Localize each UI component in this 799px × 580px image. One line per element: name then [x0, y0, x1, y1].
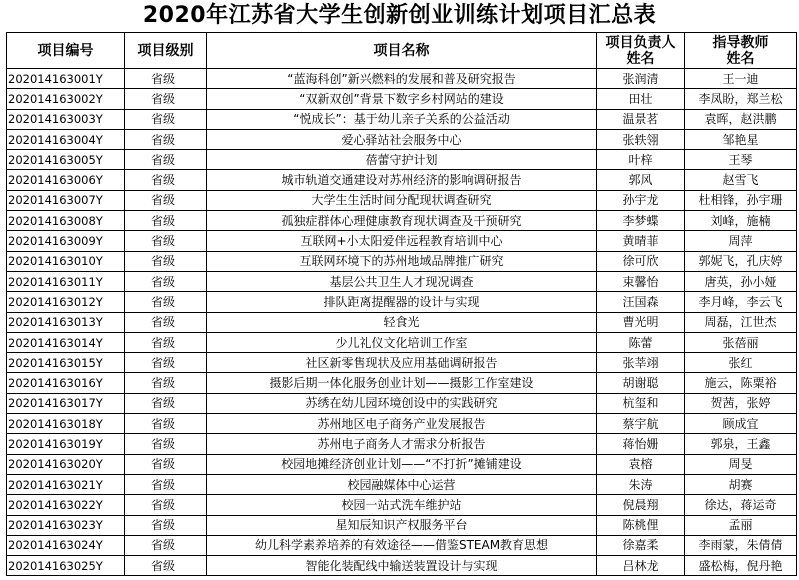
cell-project-leader: 徐嘉柔: [597, 535, 685, 555]
header-advisor-top: 指导教师: [712, 34, 769, 51]
cell-advisor: 张蓓丽: [685, 332, 797, 352]
cell-advisor: 李月峰，李云飞: [685, 292, 797, 312]
cell-project-name: 少儿礼仪文化培训工作室: [207, 332, 597, 352]
table-row: [7, 454, 797, 474]
cell-advisor: 顾成宜: [685, 414, 797, 434]
table-row: [7, 190, 797, 210]
cell-advisor: 张红: [685, 353, 797, 373]
table-row: [7, 231, 797, 251]
table-row: [7, 251, 797, 271]
cell-project-name: 苏绣在幼儿园环境创设中的实践研究: [207, 393, 597, 413]
cell-advisor: 李凤盼，郑兰松: [685, 89, 797, 109]
cell-project-level: 省级: [125, 292, 207, 312]
cell-project-leader: 田壮: [597, 89, 685, 109]
cell-project-leader: 张莘翊: [597, 353, 685, 373]
cell-project-level: 省级: [125, 231, 207, 251]
table-row: [7, 292, 797, 312]
cell-project-leader: 徐可欣: [597, 251, 685, 271]
header-advisor-bottom: 姓名: [726, 50, 755, 67]
cell-project-name: “双新双创”背景下数字乡村网站的建设: [207, 89, 597, 109]
cell-project-level: 省级: [125, 312, 207, 332]
cell-project-leader: 陈蕾: [597, 332, 685, 352]
cell-project-id: 202014163009Y: [7, 231, 125, 251]
cell-project-leader: 孙宇龙: [597, 190, 685, 210]
cell-project-leader: 温景茗: [597, 109, 685, 129]
header-project-level: 项目级别: [125, 33, 207, 69]
cell-project-leader: 陈桃俚: [597, 515, 685, 535]
table-body: [7, 69, 797, 576]
cell-project-id: 202014163010Y: [7, 251, 125, 271]
cell-advisor: 周旻: [685, 454, 797, 474]
table-row: [7, 434, 797, 454]
cell-project-level: 省级: [125, 454, 207, 474]
cell-project-id: 202014163007Y: [7, 190, 125, 210]
cell-project-id: 202014163008Y: [7, 211, 125, 231]
cell-project-leader: 曹光明: [597, 312, 685, 332]
table-row: [7, 129, 797, 149]
cell-project-name: 互联网+小太阳爱伴远程教育培训中心: [207, 231, 597, 251]
cell-project-name: “蓝海科创”新兴燃料的发展和普及研究报告: [207, 69, 597, 89]
cell-project-id: 202014163002Y: [7, 89, 125, 109]
table-row: [7, 69, 797, 89]
cell-project-id: 202014163025Y: [7, 556, 125, 576]
cell-project-name: 城市轨道交通建设对苏州经济的影响调研报告: [207, 170, 597, 190]
cell-advisor: 杜相锋，孙宇珊: [685, 190, 797, 210]
header-project-name: 项目名称: [207, 33, 597, 69]
cell-project-level: 省级: [125, 211, 207, 231]
cell-project-id: 202014163013Y: [7, 312, 125, 332]
cell-advisor: 袁晖，赵洪鹏: [685, 109, 797, 129]
cell-project-level: 省级: [125, 150, 207, 170]
cell-project-leader: 汪国森: [597, 292, 685, 312]
page-title: 2020年江苏省大学生创新创业训练计划项目汇总表: [142, 3, 657, 28]
cell-advisor: 郭妮飞，孔庆婷: [685, 251, 797, 271]
cell-project-level: 省级: [125, 353, 207, 373]
cell-project-name: 基层公共卫生人才现况调查: [207, 271, 597, 291]
cell-project-level: 省级: [125, 271, 207, 291]
table-row: [7, 556, 797, 576]
table-row: [7, 109, 797, 129]
cell-project-id: 202014163023Y: [7, 515, 125, 535]
table-header-row: [7, 33, 797, 69]
cell-advisor: 胡赛: [685, 474, 797, 494]
cell-project-leader: 郭风: [597, 170, 685, 190]
cell-project-level: 省级: [125, 495, 207, 515]
cell-advisor: 周磊，江世杰: [685, 312, 797, 332]
table-row: [7, 150, 797, 170]
cell-project-id: 202014163018Y: [7, 414, 125, 434]
cell-project-level: 省级: [125, 393, 207, 413]
cell-project-name: 摄影后期一体化服务创业计划——摄影工作室建设: [207, 373, 597, 393]
cell-project-name: 智能化装配线中输送装置设计与实现: [207, 556, 597, 576]
cell-project-name: 校园一站式洗车维护站: [207, 495, 597, 515]
cell-project-leader: 朱涛: [597, 474, 685, 494]
header-leader-bottom: 姓名: [626, 50, 655, 67]
cell-project-name: 校园地摊经济创业计划——“不打折”摊铺建设: [207, 454, 597, 474]
table-row: [7, 89, 797, 109]
table-row: [7, 474, 797, 494]
cell-project-id: 202014163017Y: [7, 393, 125, 413]
cell-project-name: 大学生生活时间分配现状调查研究: [207, 190, 597, 210]
cell-project-id: 202014163024Y: [7, 535, 125, 555]
cell-project-id: 202014163021Y: [7, 474, 125, 494]
cell-project-level: 省级: [125, 434, 207, 454]
cell-project-leader: 黄晴菲: [597, 231, 685, 251]
cell-advisor: 贺茜，张婷: [685, 393, 797, 413]
cell-advisor: 赵雪飞: [685, 170, 797, 190]
cell-project-name: 互联网环境下的苏州地域品牌推广研究: [207, 251, 597, 271]
table-row: [7, 312, 797, 332]
cell-project-name: 苏州电子商务人才需求分析报告: [207, 434, 597, 454]
cell-project-level: 省级: [125, 515, 207, 535]
cell-project-level: 省级: [125, 129, 207, 149]
cell-project-name: 轻食光: [207, 312, 597, 332]
table-row: [7, 414, 797, 434]
cell-project-id: 202014163003Y: [7, 109, 125, 129]
cell-project-leader: 蔡宇航: [597, 414, 685, 434]
table-row: [7, 170, 797, 190]
cell-project-id: 202014163006Y: [7, 170, 125, 190]
cell-advisor: 王一迪: [685, 69, 797, 89]
cell-advisor: 施云，陈粟裕: [685, 373, 797, 393]
cell-project-name: 社区新零售现状及应用基础调研报告: [207, 353, 597, 373]
header-leader-top: 项目负责人: [605, 34, 676, 51]
cell-project-id: 202014163001Y: [7, 69, 125, 89]
cell-project-level: 省级: [125, 170, 207, 190]
cell-project-name: 孤独症群体心理健康教育现状调查及干预研究: [207, 211, 597, 231]
table-row: [7, 535, 797, 555]
cell-project-id: 202014163004Y: [7, 129, 125, 149]
cell-advisor: 王琴: [685, 150, 797, 170]
cell-project-name: “悦成长”：基于幼儿亲子关系的公益活动: [207, 109, 597, 129]
cell-project-level: 省级: [125, 535, 207, 555]
cell-project-leader: 倪晨翔: [597, 495, 685, 515]
table-row: [7, 515, 797, 535]
cell-project-leader: 袁榕: [597, 454, 685, 474]
cell-project-id: 202014163020Y: [7, 454, 125, 474]
cell-project-leader: 张润清: [597, 69, 685, 89]
cell-project-level: 省级: [125, 556, 207, 576]
cell-project-leader: 叶梓: [597, 150, 685, 170]
project-summary-table: [6, 32, 797, 576]
table-row: [7, 353, 797, 373]
cell-project-level: 省级: [125, 332, 207, 352]
cell-advisor: 邹艳星: [685, 129, 797, 149]
cell-project-level: 省级: [125, 251, 207, 271]
cell-advisor: 郭泉，王鑫: [685, 434, 797, 454]
cell-project-id: 202014163016Y: [7, 373, 125, 393]
cell-project-level: 省级: [125, 89, 207, 109]
cell-project-leader: 李梦蝶: [597, 211, 685, 231]
cell-project-name: 苏州地区电子商务产业发展报告: [207, 414, 597, 434]
cell-project-name: 幼儿科学素养培养的有效途径——借鉴STEAM教育思想: [207, 535, 597, 555]
cell-project-leader: 吕林龙: [597, 556, 685, 576]
cell-advisor: 孟丽: [685, 515, 797, 535]
cell-project-id: 202014163014Y: [7, 332, 125, 352]
cell-project-leader: 杭玺和: [597, 393, 685, 413]
table-row: [7, 393, 797, 413]
cell-project-id: 202014163019Y: [7, 434, 125, 454]
header-project-leader: [597, 33, 685, 69]
cell-project-leader: 蒋怡姗: [597, 434, 685, 454]
table-row: [7, 332, 797, 352]
cell-project-id: 202014163015Y: [7, 353, 125, 373]
cell-project-name: 星知辰知识产权服务平台: [207, 515, 597, 535]
cell-project-level: 省级: [125, 190, 207, 210]
cell-advisor: 周萍: [685, 231, 797, 251]
table-row: [7, 495, 797, 515]
cell-project-level: 省级: [125, 109, 207, 129]
cell-project-id: 202014163005Y: [7, 150, 125, 170]
cell-advisor: 徐达，蒋运奇: [685, 495, 797, 515]
header-advisor: [685, 33, 797, 69]
cell-project-name: 蓓蕾守护计划: [207, 150, 597, 170]
cell-project-id: 202014163012Y: [7, 292, 125, 312]
cell-advisor: 唐英，孙小娅: [685, 271, 797, 291]
cell-project-level: 省级: [125, 414, 207, 434]
table-row: [7, 271, 797, 291]
cell-project-id: 202014163022Y: [7, 495, 125, 515]
cell-advisor: 李雨蒙，朱倩倩: [685, 535, 797, 555]
cell-advisor: 刘峰，施楠: [685, 211, 797, 231]
cell-project-name: 爱心驿站社会服务中心: [207, 129, 597, 149]
cell-project-leader: 张轶翎: [597, 129, 685, 149]
cell-project-leader: 束馨怡: [597, 271, 685, 291]
header-project-id: 项目编号: [7, 33, 125, 69]
cell-project-level: 省级: [125, 69, 207, 89]
cell-project-name: 排队距离提醒器的设计与实现: [207, 292, 597, 312]
cell-project-level: 省级: [125, 474, 207, 494]
cell-project-name: 校园融媒体中心运营: [207, 474, 597, 494]
cell-advisor: 盛松梅，倪丹艳: [685, 556, 797, 576]
cell-project-level: 省级: [125, 373, 207, 393]
table-row: [7, 373, 797, 393]
cell-project-id: 202014163011Y: [7, 271, 125, 291]
cell-project-leader: 胡谢聪: [597, 373, 685, 393]
table-row: [7, 211, 797, 231]
